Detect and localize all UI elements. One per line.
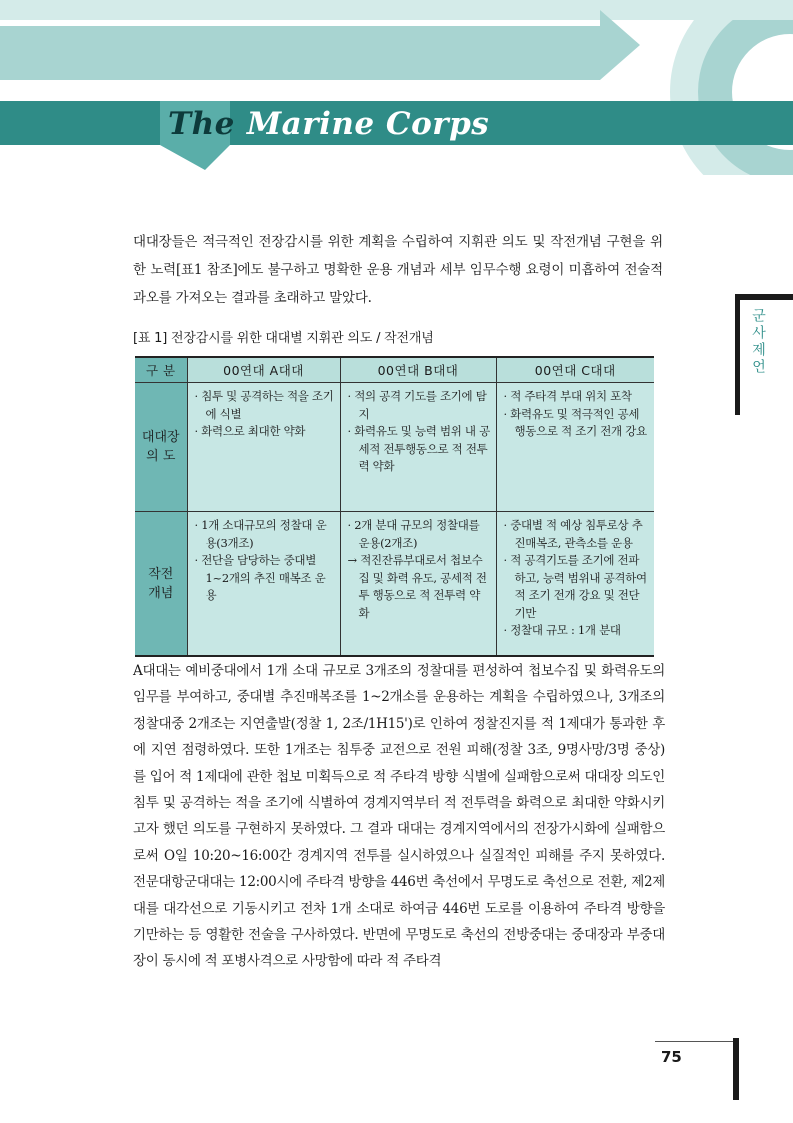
column-header-a: 00연대 A대대 [187, 357, 340, 383]
brand-title-marine-corps: Marine Corps [246, 106, 490, 142]
table-corner-header: 구 분 [135, 357, 187, 383]
list-item: · 정찰대 규모 : 1개 분대 [503, 623, 621, 637]
list-item: → 적진잔류부대로서 첩보수집 및 화력 유도, 공세적 전투 행동으로 적 전투력 약화 [347, 553, 487, 620]
cell-intent-c [496, 383, 654, 512]
footer-rule [655, 1041, 735, 1042]
table-caption: [표 1] 전장감시를 위한 대대별 지휘관 의도 / 작전개념 [133, 331, 434, 346]
list-item: · 화력유도 및 능력 범위 내 공세적 전투행동으로 적 전투력 약화 [347, 424, 490, 473]
list-item: · 적의 공격 기도를 조기에 탐지 [347, 389, 487, 421]
cell-intent-b [340, 383, 496, 512]
list-item: · 화력으로 최대한 약화 [194, 424, 306, 438]
commander-intent-table [135, 356, 654, 657]
list-item: · 2개 분대 규모의 정찰대를 운용(2개조) [347, 518, 480, 550]
list-item: · 전단을 담당하는 중대별 1~2개의 추진 매복조 운용 [194, 553, 326, 602]
list-item: · 화력유도 및 적극적인 공세행동으로 적 조기 전개 강요 [503, 406, 647, 438]
list-item: · 1개 소대규모의 정찰대 운용(3개조) [194, 518, 327, 550]
list-item: · 적 주타격 부대 위치 포착 [503, 389, 632, 403]
list-item: · 침투 및 공격하는 적을 조기에 식별 [194, 389, 334, 421]
brand-title-the: The [168, 106, 235, 142]
cell-concept-b [340, 512, 496, 657]
brand-title [168, 104, 489, 144]
page-header-banner [0, 0, 793, 175]
cell-concept-c [496, 512, 654, 657]
page-number: 75 [661, 1048, 682, 1066]
table-header-row [135, 357, 654, 383]
intro-paragraph: 대대장들은 적극적인 전장감시를 위한 계획을 수립하여 지휘관 의도 및 작전개념 구현을 위한 노력[표1 참조]에도 불구하고 명확한 운용 개념과 세부 임무수행 요령이 미흡하여 전술적 과오를 가져오는 결과를 초래하고 말았다. [133, 234, 663, 306]
table-row-concept [135, 512, 654, 657]
table-row-intent [135, 383, 654, 512]
column-header-b: 00연대 B대대 [340, 357, 496, 383]
body-paragraph: A대대는 예비중대에서 1개 소대 규모로 3개조의 정찰대를 편성하여 첩보수집 및 화력유도의 임무를 부여하고, 중대별 추진매복조를 1~2개소를 운용하는 계획을 수립하였으나, 3개조의 정찰대중 2개조는 지연출발(정찰 1, 2조/1H15')로 인하여 정찰진지를 적 1제대가 통과한 후에 지연 점령하였다. 또한 1개조는 침투중 교전으로 전원 피해(정찰 3조, 9명사망/3명 중상)를 입어 적 1제대에 관한 첩보 미획득으로 적 주타격 방향 식별에 실패함으로써 대대장 의도인 침투 및 공격하는 적을 조기에 식별하여 경계지역부터 적 전투력을 화력으로 최대한 약화시키고자 했던 의도를 구현하지 못하였다. 그 결과 대대는 경계지역에서의 전장가시화에 실패함으로써 O일 10:20~16:00간 경계지역 전투를 실시하였으나 실질적인 피해를 주지 못하였다. 전문대항군대대는 12:00시에 주타격 방향을 446번 축선에서 무명도로 축선으로 전환, 제2제대를 대각선으로 기동시키고 전차 1개 소대로 하여금 446번 도로를 이용하여 주타격 방향을 기만하는 등 영활한 전술을 구사하였다. 반면에 무명도로 축선의 전방중대는 중대장과 부중대장이 동시에 적 포병사격으로 사망함에 따라 적 주타격 [133, 663, 665, 970]
list-item: · 중대별 적 예상 침투로상 추진매복조, 관측소를 운용 [503, 518, 643, 550]
list-item: · 적 공격기도를 조기에 전파하고, 능력 범위내 공격하여 적 조기 전개 강요 및 전단 기만 [503, 553, 647, 620]
header-graphic [0, 0, 793, 175]
side-tab-label: 군사제언 [750, 308, 766, 376]
side-tab-bar [735, 300, 740, 415]
cell-concept-a [187, 512, 340, 657]
cell-intent-a [187, 383, 340, 512]
row-header-concept [135, 512, 187, 657]
footer-side-rule [733, 1038, 739, 1100]
row-header-intent-label: 대대장 의 도 [141, 430, 180, 464]
header-top-strip [0, 0, 793, 20]
row-header-concept-label: 작전 개념 [148, 566, 174, 601]
section-side-tab [735, 294, 793, 415]
row-header-intent [135, 383, 187, 512]
column-header-c: 00연대 C대대 [496, 357, 654, 383]
